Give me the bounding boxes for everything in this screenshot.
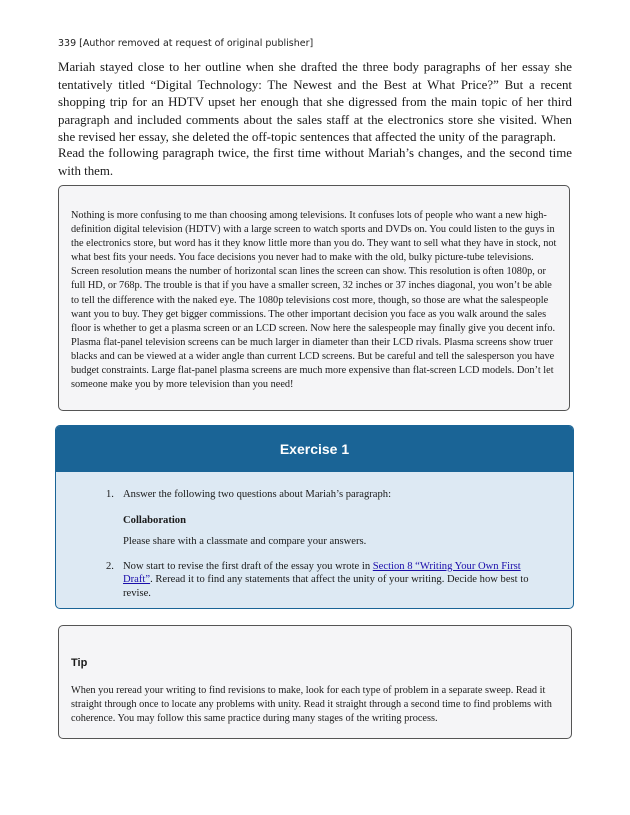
- collaboration-text: Please share with a classmate and compare your answers.: [123, 536, 367, 547]
- intro-paragraph-2: Read the following paragraph twice, the first time without Mariah’s changes, and the second time with them.: [58, 146, 572, 178]
- exercise-item-2-text-end: . Reread it to find any statements that affect the unity of your writing. Decide how best to revise.: [123, 574, 529, 599]
- exercise-item-2-number: 2.: [106, 560, 114, 572]
- tip-title: Tip: [71, 657, 88, 669]
- exercise-list: [106, 488, 546, 600]
- exercise-box: [55, 425, 574, 609]
- exercise-title: Exercise 1: [56, 426, 573, 472]
- exercise-item-1-text: Answer the following two questions about Mariah’s paragraph:: [123, 489, 392, 500]
- exercise-item-1: [106, 488, 546, 549]
- example-paragraph-text: Nothing is more confusing to me than choosing among televisions. It confuses lots of people who want a new high-definition digital television (HDTV) with a large screen to watch sports and DVDs on. You could listen to the guys in the electronics store, but word has it they know little more than you do. They want to sell what they have in stock, not what best fits your needs. You face decisions you never had to make with the old, bulky picture-tube televisions. Screen resolution means the number of horizontal scan lines the screen can show. This resolution is often 1080p, or full HD, or 768p. The trouble is that if you have a smaller screen, 32 inches or 37 inches diagonal, you won’t be able to tell the difference with the naked eye. The 1080p televisions cost more, though, so those are what the salespeople want you to buy. They get bigger commissions. The other important decision you face as you walk around the sales floor is whether to get a plasma screen or an LCD screen. Now here the salespeople may finally give you decent info. Plasma flat-panel television screens can be much larger in diameter than their LCD rivals. Plasma screens show truer blacks and can be viewed at a wider angle than current LCD screens. But be careful and tell the salesperson you have budget constraints. Large flat-panel plasma screens are much more expensive than flat-screen LCD models. Don’t let someone make you by more television than you need!: [71, 210, 557, 391]
- tip-box: [58, 625, 572, 739]
- example-paragraph-box: [58, 185, 570, 411]
- collaboration-title: Collaboration: [123, 514, 186, 526]
- exercise-item-2: [106, 560, 546, 601]
- intro-paragraph-1: Mariah stayed close to her outline when she drafted the three body paragraphs of her essay she tentatively titled “Digital Technology: The Newest and the Best at What Price?” But a recent shopping trip for an HDTV upset her enough that she digressed from the main topic of her third paragraph and included comments about the sales staff at the electronics store she visited. When she revised her essay, she deleted the off-topic sentences that affected the unity of the paragraph.: [58, 60, 572, 144]
- tip-text: When you reread your writing to find revisions to make, look for each type of problem in a separate sweep. Read it straight through once to locate any problems with unity. Read it straight through a second time to find problems with coherence. You may follow this same practice during many stages of the writing process.: [71, 685, 552, 725]
- exercise-item-2-text-start: Now start to revise the first draft of the essay you wrote in: [123, 560, 373, 572]
- exercise-item-1-number: 1.: [106, 489, 114, 500]
- page-header: 339 [Author removed at request of original publisher]: [58, 38, 314, 49]
- section-8-link[interactable]: Section 8 “Writing Your Own First Draft”: [123, 560, 521, 585]
